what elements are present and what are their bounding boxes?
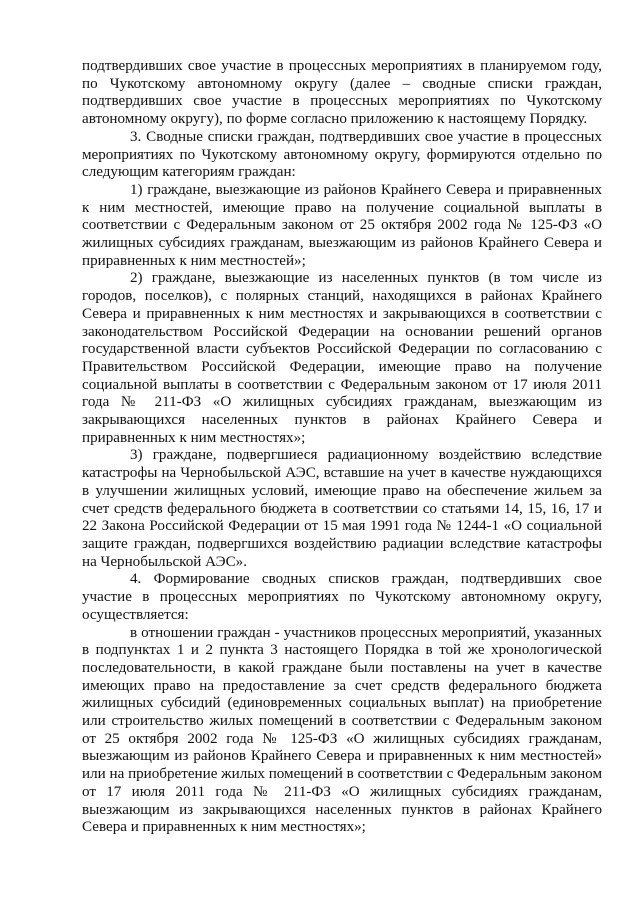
paragraph-item-3: 3. Сводные списки граждан, подтвердивших свое участие в процессных мероприятиях по Чукотскому автономному округу, формируются отдельно по следующим категориям граждан: [82,128,602,181]
paragraph-item-4: 4. Формирование сводных списков граждан, подтвердивших свое участие в процессных мероприятиях по Чукотскому автономному округу, осуществляется: [82,571,602,623]
paragraph-item-4-detail: в отношении граждан - участников процессных мероприятий, указанных в подпунктах 1 и 2 пункта 3 настоящего Порядка в той же хронологической последовательности, в какой граждане были поставлены на учет в качестве имеющих право на предоставление за счет средств федерального бюджета жилищных субсидий (единовременных социальных выплат) на приобретение или строительство жилых помещений в соответствии с Федеральным законом от 25 октября 2002 года № 125-ФЗ «О жилищных субсидиях гражданам, выезжающим из районов Крайнего Севера и приравненных к ним местностей» или на приобретение жилых помещений в соответствии с Федеральным законом от 17 июля 2011 года № 211-ФЗ «О жилищных субсидиях гражданам, выезжающим из закрывающихся населенных пунктов в районах Крайнего Севера и приравненных к ним местностях»; [82,624,602,836]
paragraph-continuation: подтвердивших свое участие в процессных мероприятиях в планируемом году, по Чукотскому автономному округу (далее – сводные списки граждан, подтвердивших свое участие в процессных мероприятиях по Чукотскому автономному округу), по форме согласно приложению к настоящему Порядку. [82,58,602,128]
document-page [82,58,602,837]
paragraph-subitem-1: 1) граждане, выезжающие из районов Крайнего Севера и приравненных к ним местностей, имеющие право на получение социальной выплаты в соответствии с Федеральным законом от 25 октября 2002 года № 125-ФЗ «О жилищных субсидиях гражданам, выезжающим из районов Крайнего Севера и приравненных к ним местностей»; [82,181,602,269]
paragraph-subitem-2: 2) граждане, выезжающие из населенных пунктов (в том числе из городов, поселков), с полярных станций, находящихся в районах Крайнего Севера и приравненных к ним местностях и закрывающихся в соответствии с законодательством Российской Федерации на основании решений органов государственной власти субъектов Российской Федерации по согласованию с Правительством Российской Федерации, имеющие право на получение социальной выплаты в соответствии с Федеральным законом от 17 июля 2011 года № 211-ФЗ «О жилищных субсидиях гражданам, выезжающим из закрывающихся населенных пунктов в районах Крайнего Севера и приравненных к ним местностях»; [82,270,602,446]
paragraph-subitem-3: 3) граждане, подвергшиеся радиационному воздействию вследствие катастрофы на Чернобыльской АЭС, вставшие на учет в качестве нуждающихся в улучшении жилищных условий, имеющие право на обеспечение жильем за счет средств федерального бюджета в соответствии со статьями 14, 15, 16, 17 и 22 Закона Российской Федерации от 15 мая 1991 года № 1244-1 «О социальной защите граждан, подвергшихся воздействию радиации вследствие катастрофы на Чернобыльской АЭС». [82,447,602,570]
